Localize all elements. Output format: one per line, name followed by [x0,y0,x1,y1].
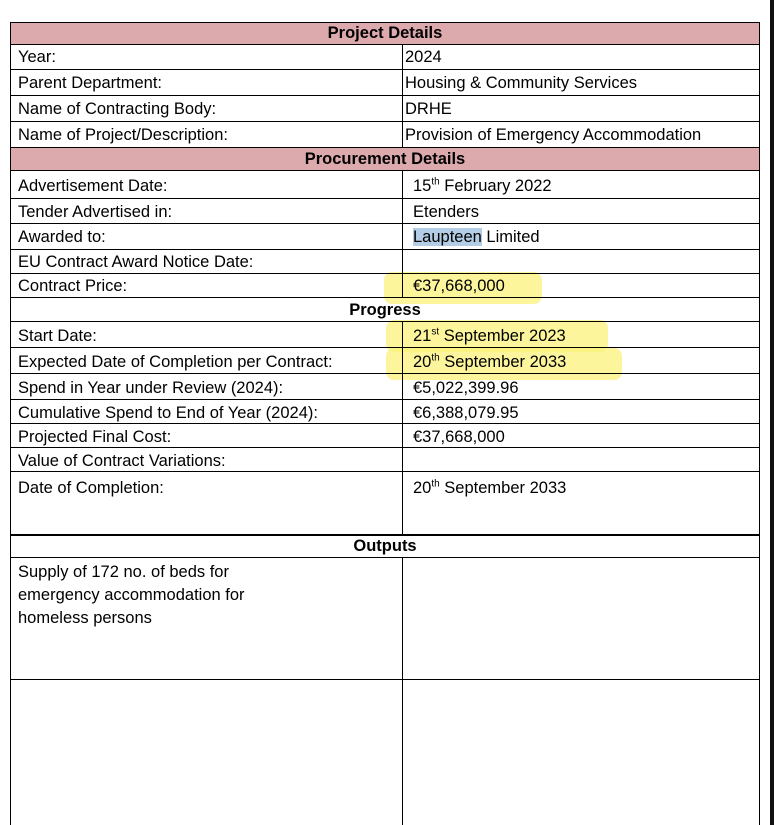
cumulative-spend-label: Cumulative Spend to End of Year (2024): [18,404,318,422]
rule [10,347,760,348]
contract-price-label: Contract Price: [18,277,128,295]
start-date-value: 21st September 2023 [413,326,566,345]
rule [10,557,760,558]
rule [10,373,760,374]
projected-final-cost-value: €37,668,000 [413,428,505,446]
year-label: Year: [18,48,56,66]
spend-in-year-label: Spend in Year under Review (2024): [18,379,284,397]
rule [10,170,760,171]
rule [10,679,760,680]
awarded-to-value[interactable]: Laupteen Limited [413,228,540,246]
rule [10,321,760,322]
column-divider-procurement [402,170,403,297]
start-date-label: Start Date: [18,327,97,345]
rule [10,297,760,298]
advertisement-date-label: Advertisement Date: [18,177,168,195]
date-of-completion-label: Date of Completion: [18,479,164,497]
procurement-details-heading: Procurement Details [304,150,466,168]
column-divider-progress [402,321,403,535]
date-of-completion-value: 20th September 2033 [413,478,567,497]
contracting-body-value: DRHE [405,100,452,118]
column-divider-outputs [402,557,403,825]
year-value: 2024 [405,48,442,66]
expected-completion-label: Expected Date of Completion per Contract: [18,353,333,371]
project-details-heading: Project Details [327,24,443,42]
rule [10,249,760,250]
rule [10,44,760,45]
parent-department-label: Parent Department: [18,74,162,92]
projected-final-cost-label: Projected Final Cost: [18,428,172,446]
rule [10,223,760,224]
rule [10,273,760,274]
contracting-body-label: Name of Contracting Body: [18,100,217,118]
project-description-value: Provision of Emergency Accommodation [405,126,702,144]
contract-variations-label: Value of Contract Variations: [18,452,226,470]
outputs-heading: Outputs [353,537,417,555]
text-selection[interactable]: Laupteen [413,228,482,246]
spend-in-year-value: €5,022,399.96 [413,379,519,397]
progress-heading: Progress [349,301,421,319]
awarded-to-label: Awarded to: [18,228,106,246]
cumulative-spend-value: €6,388,079.95 [413,404,519,422]
rule [10,198,760,199]
tender-advertised-label: Tender Advertised in: [18,203,173,221]
contract-price-value: €37,668,000 [413,277,505,295]
expected-completion-value: 20th September 2033 [413,352,567,371]
advertisement-date-value: 15th February 2022 [413,176,552,195]
project-table [10,22,760,825]
rule [10,399,760,400]
parent-department-value: Housing & Community Services [405,74,637,92]
eu-notice-date-label: EU Contract Award Notice Date: [18,253,254,271]
window-edge [770,0,774,825]
outputs-description: Supply of 172 no. of beds for emergency accommodation for homeless persons [18,563,245,627]
tender-advertised-value: Etenders [413,203,480,221]
rule [10,69,760,70]
rule [10,95,760,96]
project-description-label: Name of Project/Description: [18,126,228,144]
rule [10,121,760,122]
